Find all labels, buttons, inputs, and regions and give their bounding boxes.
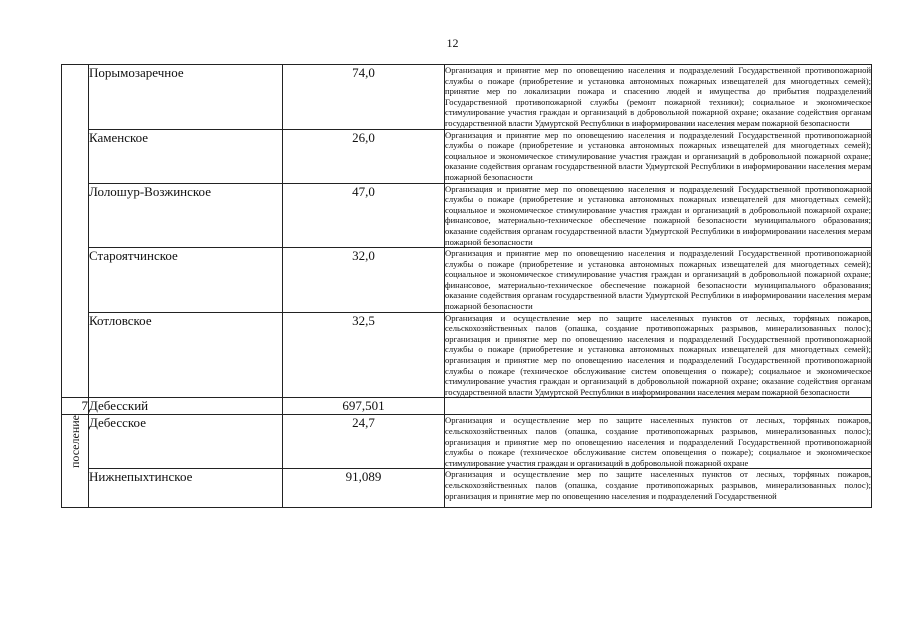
amount-value: 91,089 <box>283 469 445 508</box>
table-row <box>62 312 872 398</box>
region-row <box>62 398 872 415</box>
measures-description: Организация и принятие мер по оповещению населения и подразделений Государственной противопожарной службы о пожаре (приобретение и установка автономных пожарных извещателей для многодетных семей); социальное и экономическое стимулирование участия граждан и организаций в добровольной пожарной охране; финансовое, материально-техническое обеспечение пожарной безопасности муниципального образования; оказание содействия органам государственной власти Удмуртской Республики в информировании населения мерам пожарной безопасности <box>445 248 871 312</box>
region-total: 697,501 <box>283 398 445 415</box>
measures-description: Организация и принятие мер по оповещению населения и подразделений Государственной противопожарной службы о пожаре (приобретение и установка автономных пожарных извещателей для многодетных семей); социальное и экономическое стимулирование участия граждан и организаций в добровольной пожарной охране; оказание содействия органам государственной власти Удмуртской Республики в информировании населения мерам пожарной безопасности <box>445 129 871 182</box>
region-number: 7 <box>62 398 89 415</box>
table-row <box>62 129 872 183</box>
measures-description <box>445 469 872 508</box>
amount-value: 47,0 <box>283 183 445 248</box>
funding-table <box>61 64 872 508</box>
amount-value: 24,7 <box>283 415 445 469</box>
table-row <box>62 183 872 248</box>
amount-value: 32,5 <box>283 312 445 398</box>
measures-description: Организация и осуществление мер по защите населенных пунктов от лесных, торфяных пожаров, сельскохозяйственных палов (опашка, создание противопожарных разрывов, минерализованных полос); организация и принятие мер по оповещению населения и подразделений Государственной противопожарной службы о пожаре (приобретение и установка автономных пожарных извещателей для многодетных семей); организация и принятие мер по оповещению населения и подразделений Государственной противопожарной службы о пожаре (техническое обслуживание систем оповещения о пожаре); социальное и экономическое стимулирование участия граждан и организаций в добровольной пожарной охране; оказание содействия органам государственной власти Удмуртской Республики в информировании населения мерам пожарной безопасности <box>445 312 871 397</box>
table-row <box>62 65 872 130</box>
amount-value: 74,0 <box>283 65 445 130</box>
region-name: Дебесский <box>89 398 283 415</box>
settlement-name: Лолошур-Возжинское <box>89 183 283 248</box>
region-description <box>445 398 872 415</box>
settlement-side-label <box>62 415 89 508</box>
measures-description: Организация и осуществление мер по защите населенных пунктов от лесных, торфяных пожаров, сельскохозяйственных палов (опашка, создание противопожарных разрывов, минерализованных полос); организация и принятие мер по оповещению населения и подразделений Государственной противопожарной службы о пожаре (техническое обслуживание систем оповещения о пожаре); социальное и экономическое стимулирование участия граждан и организаций в добровольной пожарной охране <box>445 415 871 468</box>
side-label-text: поселение <box>67 415 82 469</box>
amount-value: 26,0 <box>283 129 445 183</box>
settlement-name: Староятчинское <box>89 248 283 313</box>
table-row <box>62 415 872 469</box>
settlement-name: Каменское <box>89 129 283 183</box>
amount-value: 32,0 <box>283 248 445 313</box>
measures-description-text: Организация и осуществление мер по защите населенных пунктов от лесных, торфяных пожаров, сельскохозяйственных палов (опашка, создание противопожарных разрывов, минерализованных полос); организация и принятие мер по оповещению населения и подразделений Государственной <box>445 469 871 501</box>
measures-description: Организация и принятие мер по оповещению населения и подразделений Государственной противопожарной службы о пожаре (приобретение и установка автономных пожарных извещателей для многодетных семей); социальное и экономическое стимулирование участия граждан и организаций в добровольной пожарной охране; финансовое, материально-техническое обеспечение пожарной безопасности муниципального образования; оказание содействия органам государственной власти Удмуртской Республики в информировании населения мерам пожарной безопасности <box>445 183 871 247</box>
number-cell <box>62 65 89 398</box>
settlement-name: Нижнепыхтинское <box>89 469 283 508</box>
table-row <box>62 248 872 313</box>
settlement-name: Дебесское <box>89 415 283 469</box>
settlement-name: Порымозаречное <box>89 65 283 130</box>
page-number: 12 <box>446 36 459 50</box>
table-row <box>62 469 872 508</box>
settlement-name: Котловское <box>89 312 283 398</box>
measures-description: Организация и принятие мер по оповещению населения и подразделений Государственной противопожарной службы о пожаре (приобретение и установка автономных пожарных извещателей для многодетных семей); принятие мер по локализации пожара и спасению людей и имущества до прибытия подразделений Государственной противопожарной службы (ремонт пожарной техники); социальное и экономическое стимулирование участия граждан и организаций в добровольной пожарной охране; оказание содействия органам государственной власти Удмуртской Республики в информировании населения мерам пожарной безопасности <box>445 65 871 128</box>
